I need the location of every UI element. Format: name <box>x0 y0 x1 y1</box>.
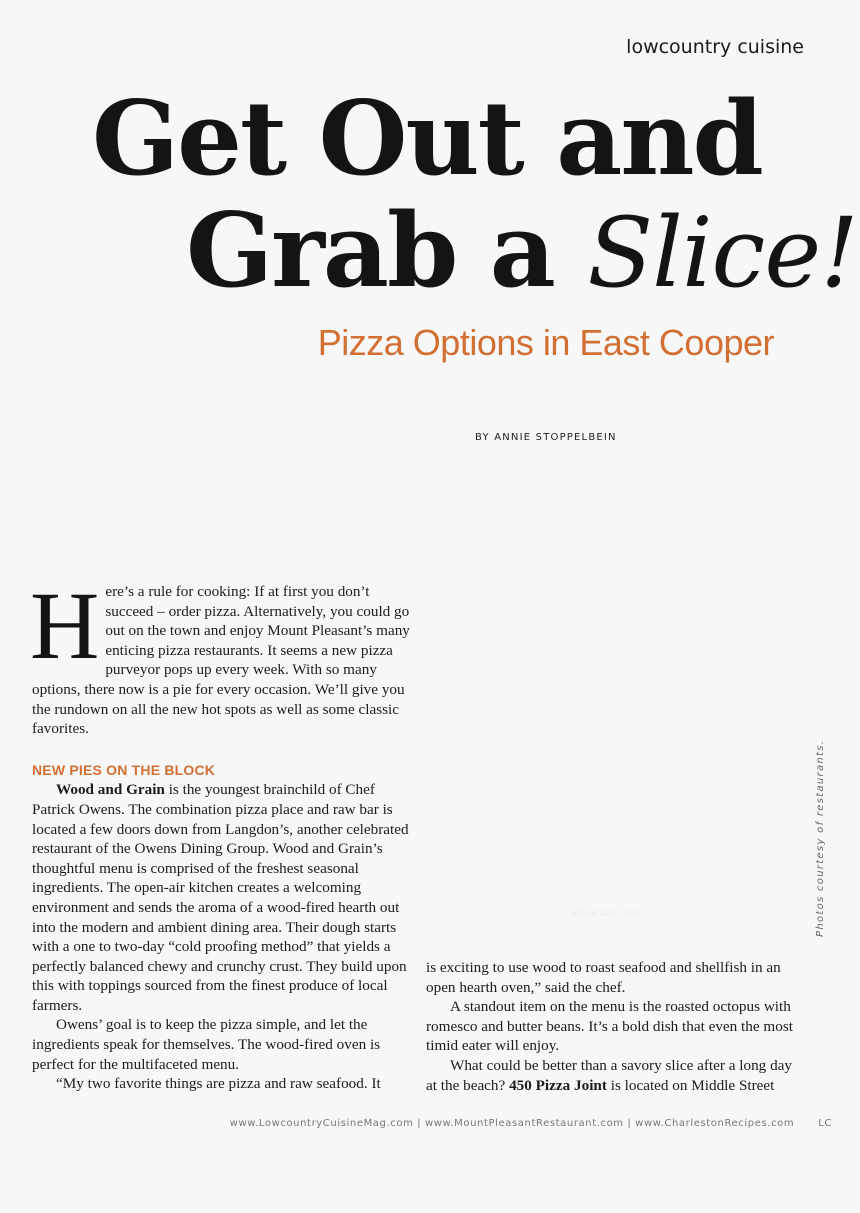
paragraph-owens-goal: Owens’ goal is to keep the pizza simple, and let the ingredients speak for themselves. The wood-fired oven is perfect for the multifaceted menu. <box>32 1016 381 1073</box>
section-label: lowcountry cuisine <box>626 36 804 58</box>
article-column-right <box>426 958 806 1095</box>
paragraph-text: What could be better than a savory slice after a long day at the beach? <box>426 1056 793 1094</box>
paragraph-450-pizza <box>426 1056 806 1095</box>
headline-line-2 <box>186 191 860 311</box>
section-heading: NEW PIES ON THE BLOCK <box>32 761 216 778</box>
footer <box>230 1118 832 1129</box>
footer-links: www.LowcountryCuisineMag.com | www.MountPleasantRestaurant.com | www.CharlestonRecipes.com <box>229 1118 795 1129</box>
intro-paragraph <box>30 572 412 739</box>
restaurant-name: Wood and Grain <box>56 781 165 799</box>
headline-script-word: Slice! <box>587 197 858 309</box>
page-number: LC <box>818 1118 832 1129</box>
photo-credit: Photos courtesy of restaurants. <box>815 739 826 937</box>
subtitle: Pizza Options in East Cooper <box>317 322 774 363</box>
paragraph-text: is located on Middle Street <box>606 1076 775 1094</box>
paragraph-quote-end: is exciting to use wood to roast seafood and shellfish in an open hearth oven,” said the chef. <box>426 959 781 996</box>
photo-caption: Wood and Grain <box>572 909 645 919</box>
headline-line-2-prefix: Grab a <box>186 191 588 311</box>
paragraph-text: is the youngest brainchild of Chef Patrick Owens. The combination pizza place and raw bar is located a few doors down from Langdon’s, another celebrated restaurant of the Owens Dining Group. Wood and Grain’s thoughtful menu is comprised of the freshest seasonal ingredients. The open-air kitchen creates a welcoming environment and sends the aroma of a wood-fired hearth out into the modern and ambient dining area. Their dough starts with a one to two-day “cold proofing method” that yields a perfectly balanced chewy and crunchy crust. They build upon this with toppings sourced from the finest produce of local farmers. <box>32 781 409 1014</box>
paragraph-octopus: A standout item on the menu is the roasted octopus with romesco and butter beans. It’s a bold dish that even the most timid eater will enjoy. <box>426 998 793 1055</box>
restaurant-name: 450 Pizza Joint <box>509 1076 607 1094</box>
paragraph-wood-and-grain <box>32 780 412 1015</box>
paragraph-quote-start: “My two favorite things are pizza and raw seafood. It <box>56 1075 381 1093</box>
headline-line-1: Get Out and <box>92 79 762 199</box>
drop-cap: H <box>30 572 100 679</box>
byline: BY ANNIE STOPPELBEIN <box>475 432 617 443</box>
intro-text: ere’s a rule for cooking: If at first you don’t succeed – order pizza. Alternatively, you could go out on the town and enjoy Mount Pleasant’s many enticing pizza restaurants. It seems a new pizza purveyor pops up every week. With so many options, there now is a pie for every occasion. We’ll give you the rundown on all the new hot spots as well as some classic favorites. <box>32 583 410 738</box>
article-column-left <box>30 572 412 1094</box>
